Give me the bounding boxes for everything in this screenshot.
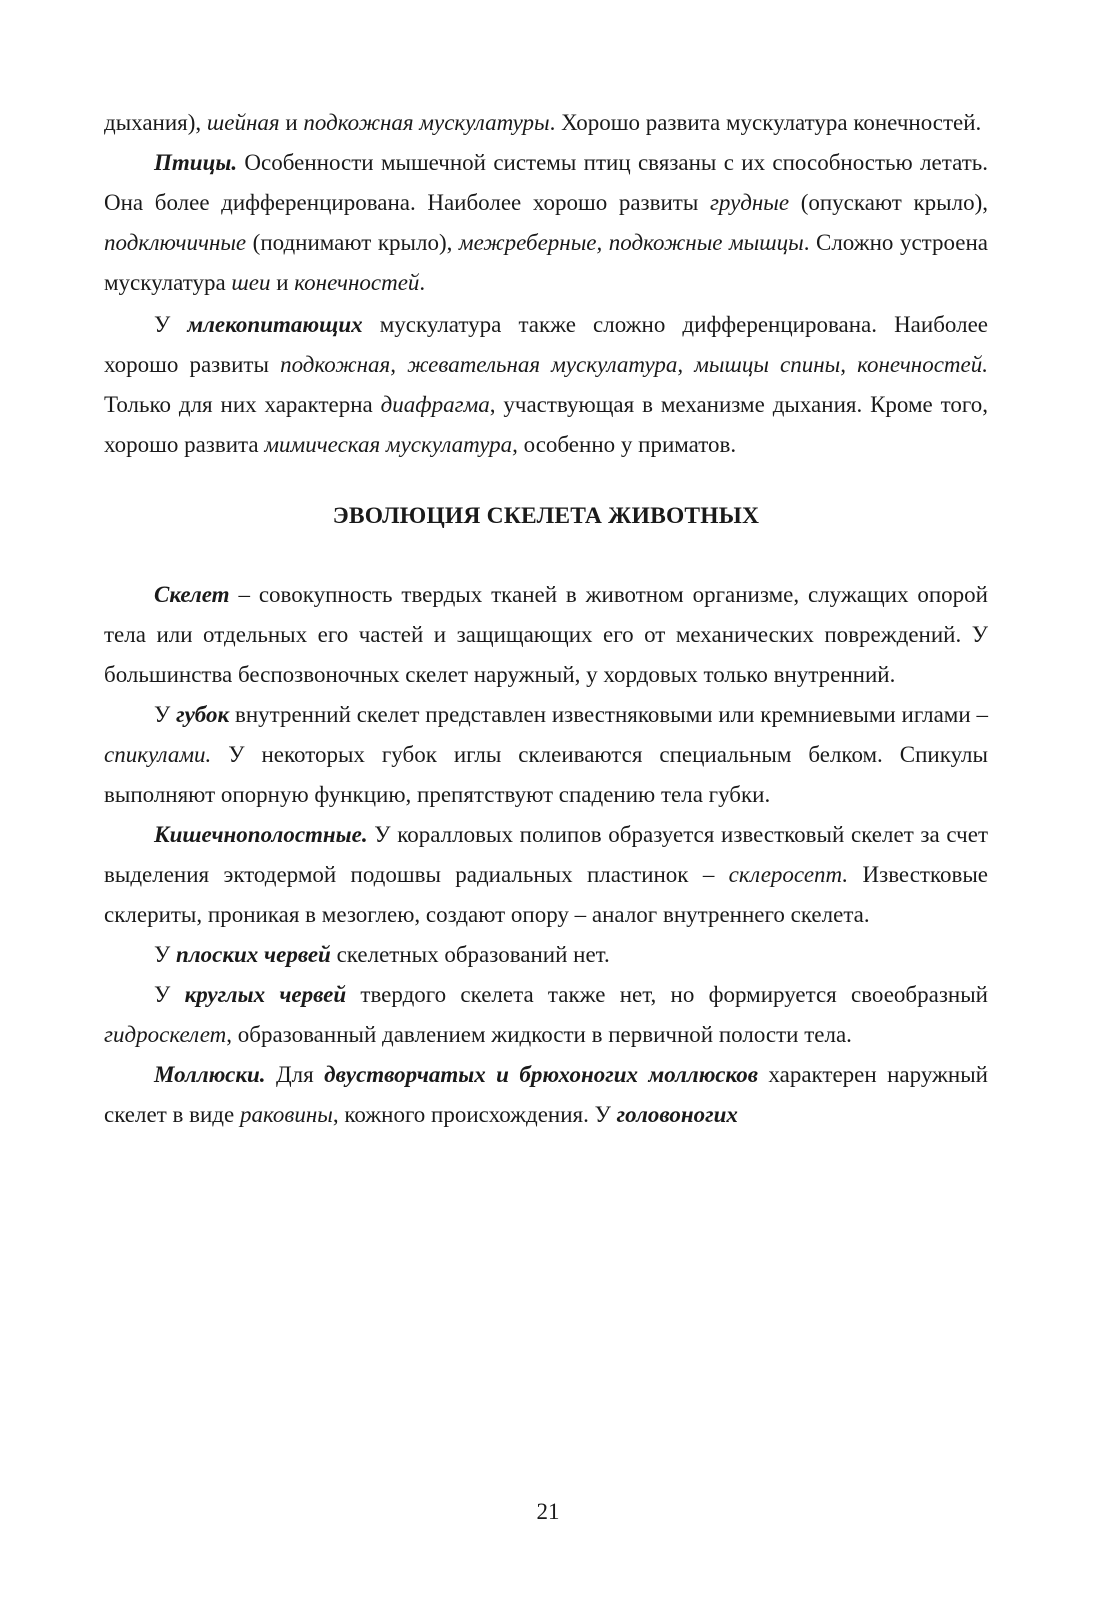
page-number: 21	[536, 1499, 560, 1524]
term-sponges: губок	[176, 702, 230, 727]
term-mollusks: Моллюски.	[154, 1062, 266, 1087]
paragraph-mammals: У млекопитающих мускулатура также сложно дифференцирована. Наиболее хорошо развиты подкожная, жевательная мускулатура, мышцы спины, конечностей. Только для них характерна диафрагма, участвующая в механизме дыхания. Кроме того, хорошо развита мимическая мускулатура, особенно у приматов.	[104, 312, 988, 457]
paragraph-birds: Птицы. Особенности мышечной системы птиц связаны с их способностью летать. Она более дифференцирована. Наиболее хорошо развиты грудные (опускают крыло), подключичные (поднимают крыло), межреберные, подкожные мышцы. Сложно устроена мускулатура шеи и конечностей.	[104, 150, 988, 295]
term-birds: Птицы.	[154, 150, 238, 175]
term-mammals: млекопитающих	[187, 312, 363, 337]
paragraph-skeleton-definition: Скелет – совокупность твердых тканей в животном организме, служащих опорой тела или отдельных его частей и защищающих его от механических повреждений. У большинства беспозвоночных скелет наружный, у хордовых только внутренний.	[104, 582, 988, 687]
paragraph-mollusks: Моллюски. Для двустворчатых и брюхоногих моллюсков характерен наружный скелет в виде раковины, кожного происхождения. У головоногих	[104, 1062, 988, 1127]
paragraph-roundworms: У круглых червей твердого скелета также нет, но формируется своеобразный гидроскелет, образованный давлением жидкости в первичной полости тела.	[104, 982, 988, 1047]
paragraph-muscles-continued: дыхания), шейная и подкожная мускулатуры. Хорошо развита мускулатура конечностей.	[104, 110, 982, 135]
term-flatworms: плоских червей	[176, 942, 331, 967]
term-roundworms: круглых червей	[184, 982, 347, 1007]
paragraph-flatworms: У плоских червей скелетных образований нет.	[154, 942, 610, 967]
term-skeleton: Скелет	[154, 582, 230, 607]
section-heading: ЭВОЛЮЦИЯ СКЕЛЕТА ЖИВОТНЫХ	[332, 503, 760, 529]
body-text	[104, 103, 988, 1135]
paragraph-sponges: У губок внутренний скелет представлен известняковыми или кремниевыми иглами – спикулами. У некоторых губок иглы склеиваются специальным белком. Спикулы выполняют опорную функцию, препятствуют спадению тела губки.	[104, 702, 988, 807]
term-coelenterates: Кишечнополостные.	[154, 822, 368, 847]
paragraph-coelenterates: Кишечнополостные. У коралловых полипов образуется известковый скелет за счет выделения эктодермой подошвы радиальных пластинок – склеросепт. Известковые склериты, проникая в мезоглею, создают опору – аналог внутреннего скелета.	[104, 822, 988, 927]
